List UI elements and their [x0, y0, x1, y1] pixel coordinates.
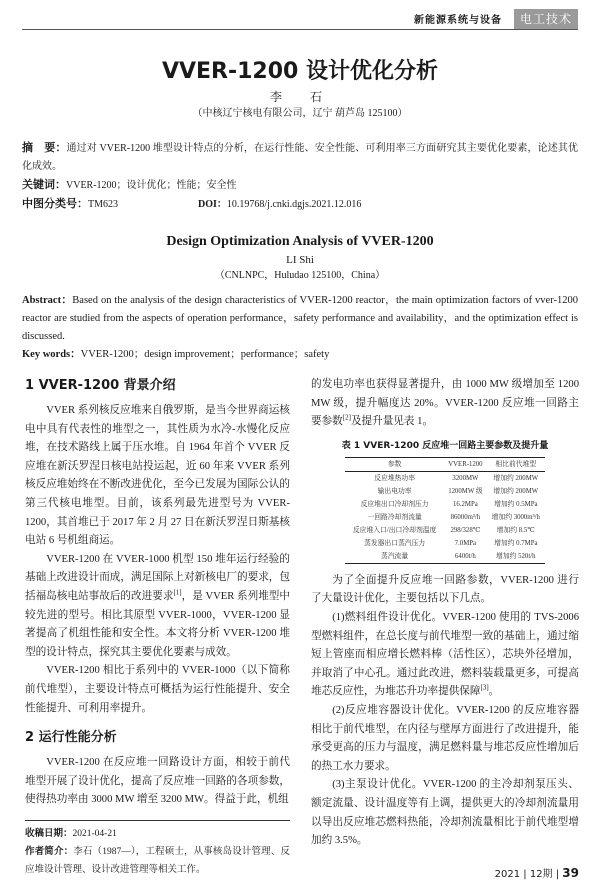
clc-label: 中图分类号：	[22, 197, 88, 210]
table-header: 相比前代堆型	[495, 460, 537, 468]
abstract-cn	[22, 139, 578, 214]
table-cell: 增加约 8.5℃	[496, 526, 535, 534]
table-cell: 1200MW 级	[448, 487, 483, 495]
table-cell: 16.2MPa	[453, 500, 478, 508]
table-row	[345, 537, 545, 550]
table-cell: 蒸汽流量	[381, 552, 409, 560]
table-cell: 86000m³/h	[450, 513, 481, 521]
citation[interactable]: [3]	[480, 683, 489, 692]
table-cell: 增加约 200MW	[493, 474, 539, 482]
abstract-en-label: Abstract：	[22, 295, 73, 306]
keywords-en: VVER-1200；design improvement；performance；safety	[80, 349, 330, 360]
table-header: 参数	[387, 460, 402, 468]
body-columns	[25, 376, 578, 883]
received-label: 收稿日期：	[25, 827, 73, 839]
clc: TM623	[88, 199, 118, 210]
table-cell: 增加约 0.5MPa	[494, 500, 538, 508]
left-column	[25, 376, 290, 879]
table-row	[345, 471, 545, 485]
keywords: VVER-1200；设计优化；性能；安全性	[66, 180, 237, 191]
abstract-label: 摘 要：	[22, 141, 67, 154]
bio-label: 作者简介：	[25, 845, 74, 857]
section-2-paragraph-cont: 的发电功率也获得显著提升，由 1000 MW 级增加至 1200 MW 级，提升幅度达 20%。VVER-1200 反应堆一回路主要参数[2]及提升量见表 1。	[311, 379, 579, 428]
table-cell: 反应堆入口/出口冷却剂温度	[352, 526, 437, 534]
keywords-label: 关键词：	[22, 178, 66, 191]
table-1	[345, 457, 545, 564]
table-cell: 增加约 520t/h	[496, 552, 536, 560]
citation[interactable]: [2]	[342, 413, 351, 422]
table-row	[345, 485, 545, 498]
page-title: VVER-1200 设计优化分析	[161, 59, 439, 84]
section-1-paragraph: VVER 系列核反应堆来自俄罗斯，是当今世界商运核电中具有代表性的堆型之一，其性质为水冷-水慢化反应堆，在技术路线上属于压水堆。自 1964 年首个 VVER 反应堆在新沃罗涅日核电站投运起，近 60 年来 VVER 系列核反应堆始终在不断改进优化，至今已发展为国际公认的第三代核电堆型。目前，该系列最先进型号为 VVER-1200，其首堆已于 2017 年 2 月 27 日在新沃罗涅日斯基核电站 6 号机组商运。	[25, 405, 290, 547]
table-caption: 表 1 VVER-1200 反应堆一回路主要参数及提升量	[341, 440, 549, 451]
table-cell: 增加约 3000m³/h	[491, 513, 540, 521]
table-cell: 蒸发器出口蒸汽压力	[364, 539, 426, 547]
english-author: LI Shi	[286, 254, 314, 266]
section-2-paragraph: (3)主泵设计优化。VVER-1200 的主冷却剂泵压头、额定流量、设计温度等有上调，提供更大的冷却剂流量用以导出反应堆芯燃料热能，冷却剂流量相比于前代堆型增加约 3.5%。	[311, 779, 579, 847]
section-2-paragraph: (2)反应堆容器设计优化。VVER-1200 的反应堆容器相比于前代堆型，在内径与壁厚方面进行了改进提升，能承受更高的压力与温度，满足燃料量与堆芯反应性增加后的热工水力要求。	[311, 704, 579, 772]
footer-year: 2021	[494, 868, 521, 880]
page-footer: 2021 | 12期 | 39	[494, 865, 579, 880]
table-row	[345, 511, 545, 524]
header	[22, 9, 578, 30]
abstract-en-text: Based on the analysis of the design characteristics of VVER-1200 reactor，the main optimization factors of vver-1200 reactor are studied from the aspects of operation performance，safety performance and availability，and the optimization effect is discussed.	[22, 295, 578, 342]
author: 李 石	[269, 90, 330, 104]
table-cell: 3200MW	[452, 474, 479, 482]
table-cell: 增加约 0.7MPa	[494, 539, 538, 547]
section-2-heading: 2 运行性能分析	[25, 730, 117, 746]
table-cell: 6400t/h	[455, 552, 476, 560]
table-cell: 输出电功率	[377, 487, 412, 495]
header-journal-badge: 电工技术	[514, 9, 578, 29]
english-title: Design Optimization Analysis of VVER-1200	[166, 234, 434, 249]
header-section: 新能源系统与设备	[414, 15, 502, 26]
table-row	[345, 498, 545, 511]
doi-label: DOI：	[198, 199, 227, 210]
table-header: VVER-1200	[448, 460, 483, 468]
author-bio: 李石（1987—），工程硕士，从事核岛设计管理、反应堆设计管理、设计改进管理等相关工作。	[25, 846, 290, 875]
abstract-en	[22, 292, 578, 364]
table-cell: 反应堆出口冷却剂压力	[360, 500, 429, 508]
affiliation: （中核辽宁核电有限公司，辽宁 葫芦岛 125100）	[192, 108, 408, 119]
page-number: 39	[562, 865, 579, 880]
received-date: 2021-04-21	[72, 828, 117, 839]
right-column	[311, 376, 579, 883]
table-cell: 298/328℃	[450, 526, 481, 534]
abstract-text: 通过对 VVER-1200 堆型设计特点的分析，在运行性能、安全性能、可利用率三方面研究其主要优化要素，论述其优化成效。	[22, 143, 578, 172]
section-1-paragraph: VVER-1200 在 VVER-1000 机型 150 堆年运行经验的基础上改进设计而成，满足国际上对新核电厂的要求，包括福岛核电站事故后的改进要求[1]，是 VVER 系列堆型中较先进的型号。相比其原型 VVER-1000，VVER-1200 显著提高了机组性能和安全性。本文将分析 VVER-1200 堆型的设计特点，探究其主要优化要素与成效。	[25, 553, 291, 658]
english-affiliation: （CNLNPC，Huludao 125100，China）	[214, 270, 386, 281]
section-1-paragraph: VVER-1200 相比于系列中的 VVER-1000（以下简称前代堆型），主要设计特点可概括为运行性能提升、安全性能提升、可利用率提升。	[25, 665, 290, 714]
table-row	[345, 550, 545, 564]
footer-issue: 12期	[529, 868, 553, 880]
table-cell: 反应堆热功率	[374, 474, 416, 482]
keywords-en-label: Key words：	[22, 349, 81, 360]
table-cell: 一回路冷却剂流量	[367, 513, 422, 521]
section-2-paragraph: (1)燃料组件设计优化。VVER-1200 使用的 TVS-2006 型燃料组件，在总长度与前代堆型一致的基础上，通过缩短上管座而相应增长燃料棒（活性区），芯块外径增加，并取消了中心孔。通过此改进，燃料装载量更多，可提高堆芯反应性，为堆芯升功率提供保障[3]。	[311, 611, 579, 698]
table-cell: 增加约 200MW	[493, 487, 539, 495]
section-2-paragraph: VVER-1200 在反应堆一回路设计方面，相较于前代堆型开展了设计优化，提高了反应堆一回路的各项参数，使得热功率由 3000 MW 增至 3200 MW。得益于此，机组	[25, 757, 290, 806]
table-row	[345, 524, 545, 537]
footnote	[25, 820, 290, 879]
citation[interactable]: [1]	[173, 588, 182, 597]
section-1-heading: 1 VVER-1200 背景介绍	[25, 378, 176, 393]
table-cell: 7.0MPa	[454, 539, 477, 547]
doi: 10.19768/j.cnki.dgjs.2021.12.016	[226, 199, 362, 210]
table-header-row	[345, 457, 545, 471]
section-2-paragraph: 为了全面提升反应堆一回路参数，VVER-1200 进行了大量设计优化，主要包括以下几点。	[311, 574, 579, 605]
